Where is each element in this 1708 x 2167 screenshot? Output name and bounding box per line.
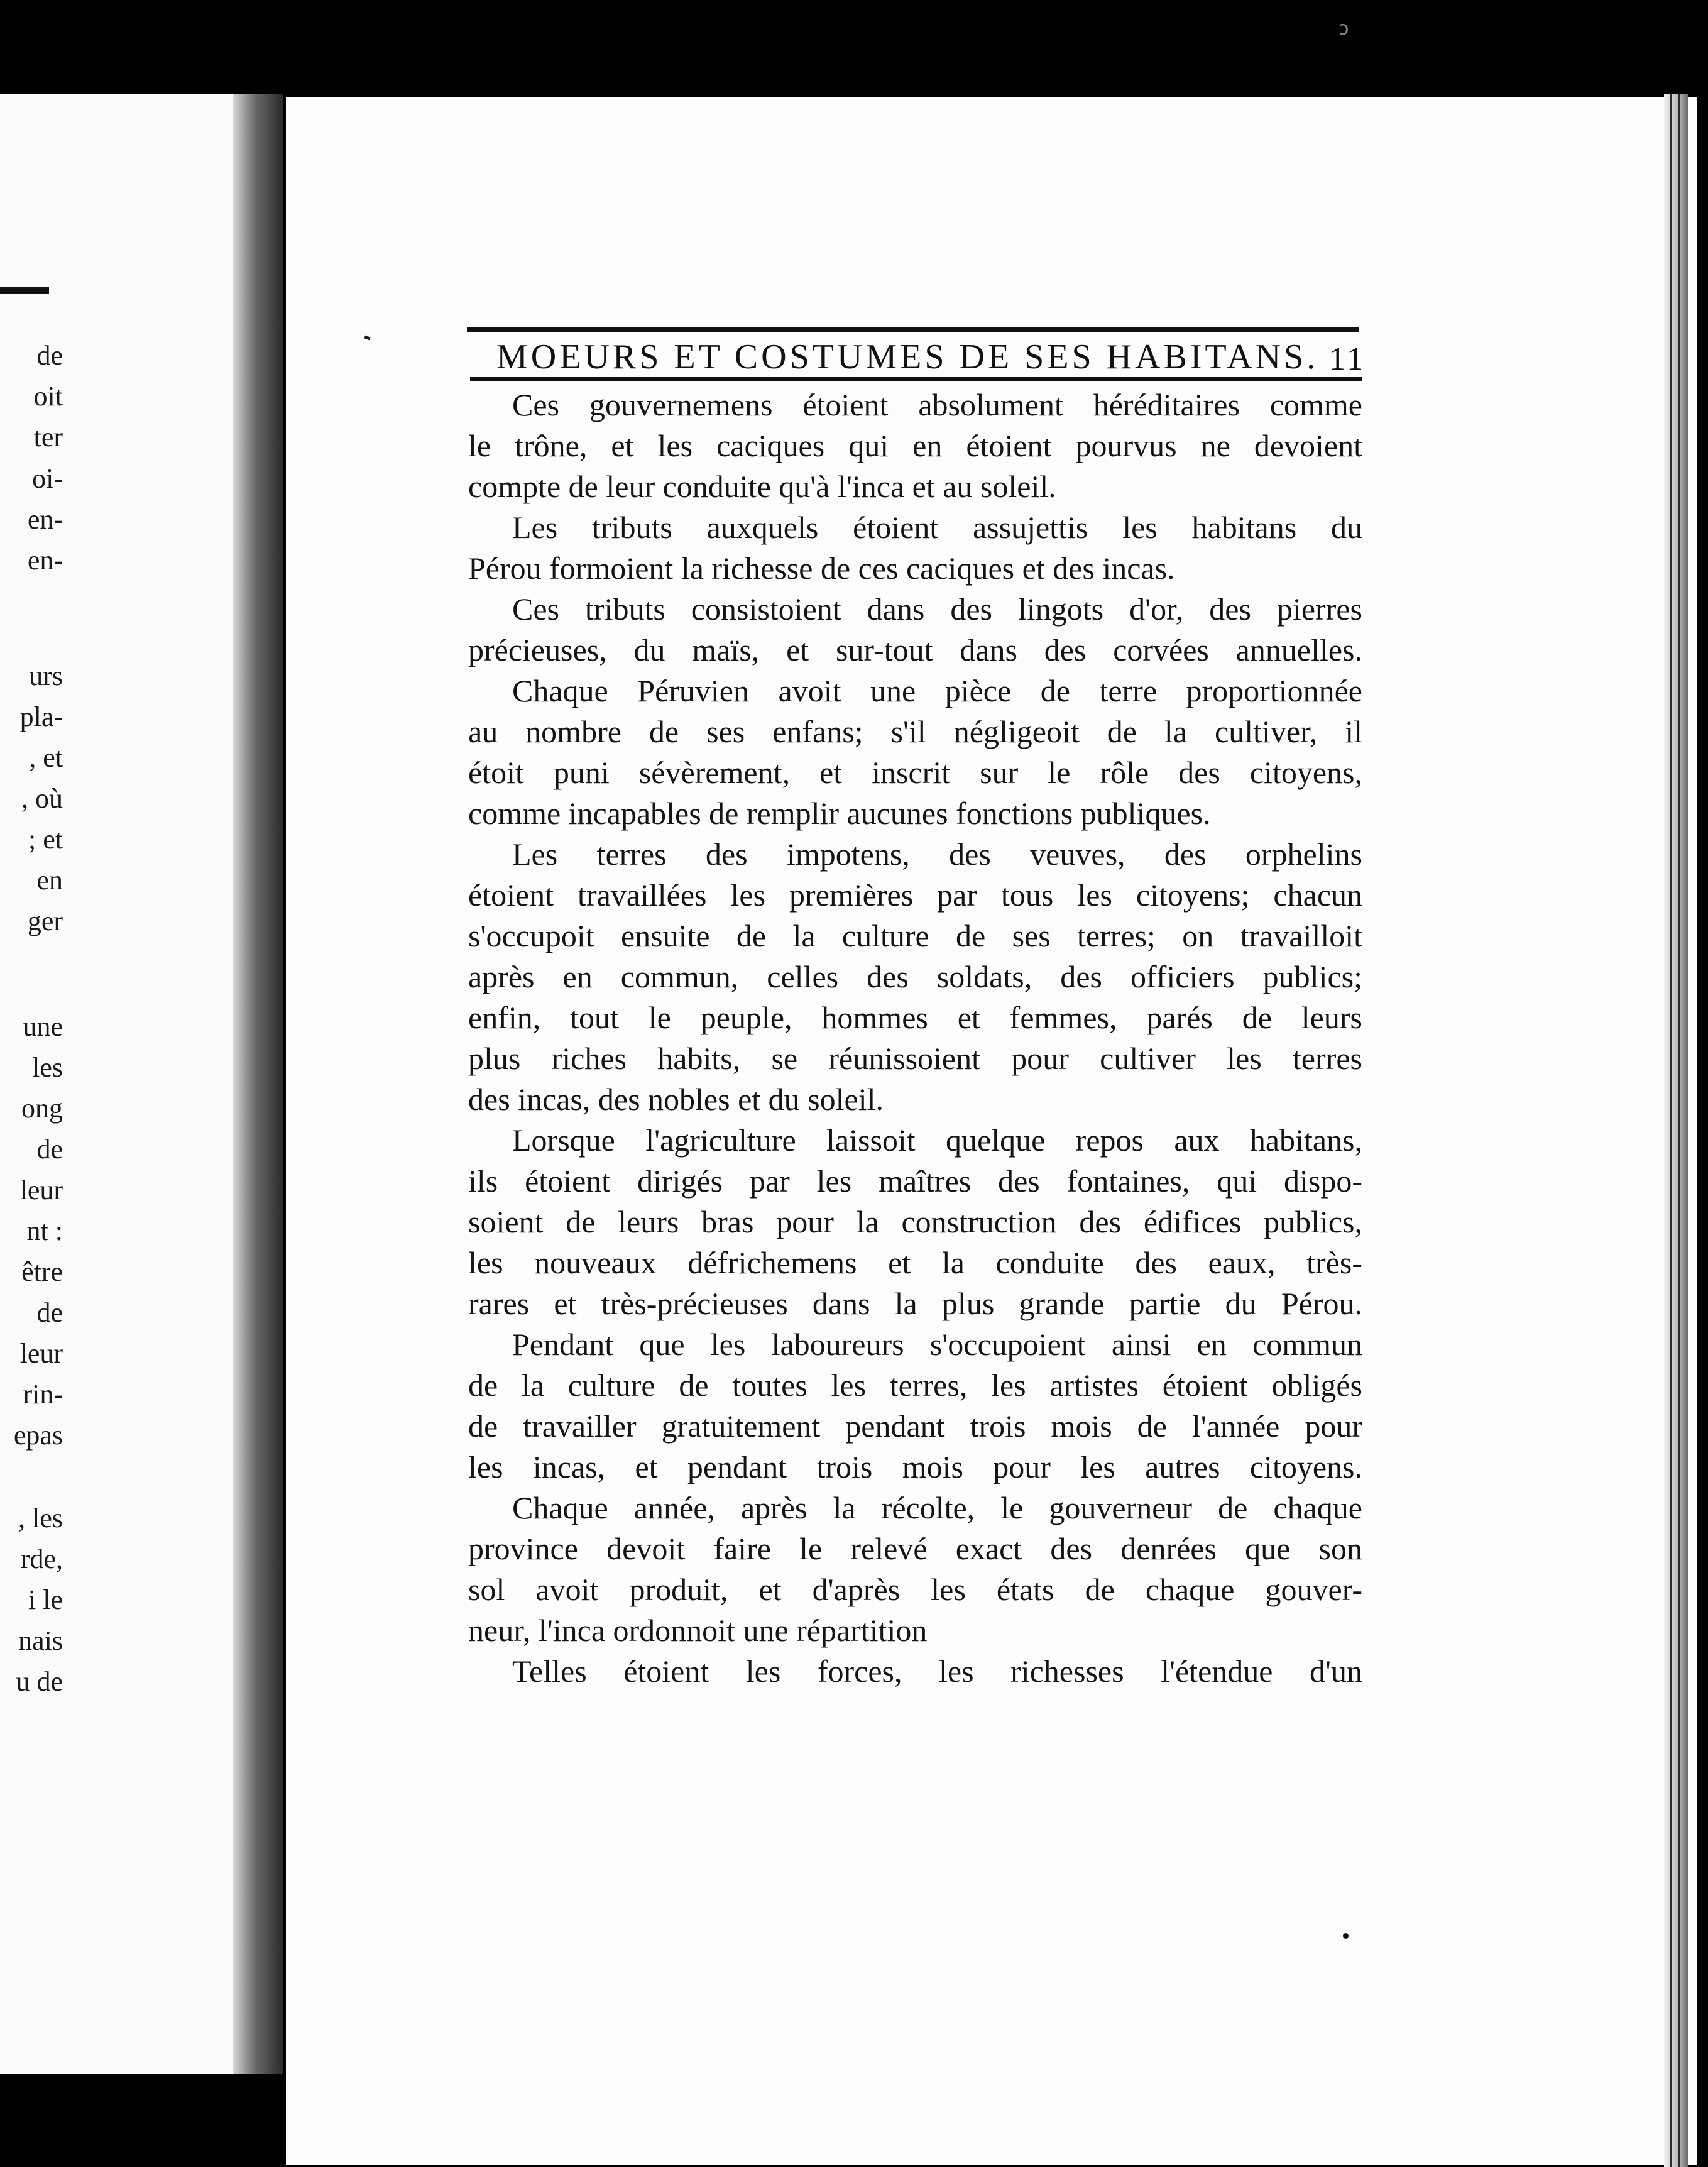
left-page-fragment: i le <box>28 1584 63 1615</box>
header-rule-bottom <box>470 377 1362 381</box>
left-page-fragment: de <box>36 1134 63 1165</box>
left-page-fragment: , les <box>18 1503 63 1533</box>
text-line: Lorsque l'agriculture laissoit quelque repos aux habitans, <box>512 1122 1362 1158</box>
left-page-fragment: , et <box>29 742 63 773</box>
text-line: sol avoit produit, et d'après les états de chaque gouver- <box>468 1572 1362 1607</box>
left-page-fragment: u de <box>16 1666 63 1697</box>
running-head: MOEURS ET COSTUMES DE SES HABITANS. <box>496 337 1319 376</box>
text-line: les nouveaux défrichemens et la conduite des eaux, très- <box>468 1245 1362 1280</box>
left-page-fragment: oit <box>33 381 63 412</box>
text-line: précieuses, du maïs, et sur-tout dans des corvées annuelles. <box>468 632 1362 667</box>
left-page-fragment: , où <box>21 783 63 814</box>
text-line: enfin, tout le peuple, hommes et femmes, parés de leurs <box>468 1000 1362 1035</box>
left-page-fragment: epas <box>13 1420 63 1451</box>
text-line: comme incapables de remplir aucunes fonctions publiques. <box>468 796 1211 831</box>
text-line: s'occupoit ensuite de la culture de ses terres; on travailloit <box>468 918 1362 953</box>
text-line: étoit puni sévèrement, et inscrit sur le rôle des citoyens, <box>468 755 1362 790</box>
left-page-fragment: oi- <box>32 463 63 494</box>
text-line: ils étoient dirigés par les maîtres des fontaines, qui dispo- <box>468 1163 1362 1199</box>
text-line: compte de leur conduite qu'à l'inca et au soleil. <box>468 469 1056 504</box>
text-line: plus riches habits, se réunissoient pour cultiver les terres <box>468 1041 1362 1076</box>
left-page-fragment: ter <box>33 422 63 453</box>
text-line: soient de leurs bras pour la construction des édifices publics, <box>468 1204 1362 1239</box>
text-line: le trône, et les caciques qui en étoient pourvus ne devoient <box>468 428 1362 463</box>
left-page-fragment: pla- <box>19 701 63 732</box>
left-page-fragment: en- <box>27 545 63 576</box>
header-rule-top <box>467 327 1359 332</box>
text-line: rares et très-précieuses dans la plus grande partie du Pérou. <box>468 1286 1362 1321</box>
left-page-fragment: de <box>36 1297 63 1328</box>
left-page-fragment: une <box>23 1011 63 1042</box>
text-line: étoient travaillées les premières par tous les citoyens; chacun <box>468 877 1362 913</box>
left-page-fragment: les <box>32 1052 63 1083</box>
text-line: Les tributs auxquels étoient assujettis les habitans du <box>512 510 1362 545</box>
text-line: province devoit faire le relevé exact des denrées que son <box>468 1531 1362 1566</box>
text-line: de la culture de toutes les terres, les artistes étoient obligés <box>468 1368 1362 1403</box>
text-line: de travailler gratuitement pendant trois mois de l'année pour <box>468 1408 1362 1444</box>
text-line: des incas, des nobles et du soleil. <box>468 1082 884 1117</box>
left-page-fragment: leur <box>19 1175 63 1205</box>
text-line: Chaque année, après la récolte, le gouverneur de chaque <box>512 1490 1362 1525</box>
left-page-fragment: nais <box>18 1625 63 1656</box>
text-line: neur, l'inca ordonnoit une répartition <box>468 1613 928 1648</box>
text-line: au nombre de ses enfans; s'il négligeoit de la cultiver, il <box>468 714 1362 749</box>
left-page-fragment: en <box>36 865 63 896</box>
left-page-fragment: de <box>36 340 63 371</box>
body-text <box>468 385 1362 1692</box>
corner-mark: ↄ <box>1338 18 1349 40</box>
left-page-fragment: rin- <box>23 1379 63 1410</box>
text-line: Ces gouvernemens étoient absolument héréditaires comme <box>512 387 1362 422</box>
left-page-fragment: ger <box>27 906 63 936</box>
text-line: Telles étoient les forces, les richesses l'étendue d'un <box>512 1654 1362 1689</box>
text-line: Pérou formoient la richesse de ces caciques et des incas. <box>468 551 1175 586</box>
left-page-fragment: en- <box>27 504 63 535</box>
left-page-fragment: urs <box>29 661 63 691</box>
text-line: Pendant que les laboureurs s'occupoient ainsi en commun <box>512 1327 1362 1362</box>
left-page-rule <box>0 287 49 294</box>
page-number: 11 <box>1329 341 1366 377</box>
text-line: Chaque Péruvien avoit une pièce de terre proportionnée <box>512 673 1362 708</box>
left-page-fragment: ong <box>21 1093 63 1124</box>
left-page-fragment: être <box>21 1256 63 1287</box>
page-edge-stack <box>1664 94 1688 2167</box>
left-page-fragment: nt : <box>26 1215 63 1246</box>
left-page-fragment: rde, <box>20 1544 63 1574</box>
left-page-fragment: leur <box>19 1338 63 1369</box>
left-page-fragment: ; et <box>28 824 63 855</box>
text-line: les incas, et pendant trois mois pour les autres citoyens. <box>468 1449 1362 1484</box>
book-gutter-shadow <box>233 94 283 2074</box>
text-line: après en commun, celles des soldats, des officiers publics; <box>468 959 1362 994</box>
text-line: Les terres des impotens, des veuves, des orphelins <box>512 837 1362 872</box>
ink-dot <box>1343 1933 1349 1939</box>
text-line: Ces tributs consistoient dans des lingots d'or, des pierres <box>512 591 1362 627</box>
